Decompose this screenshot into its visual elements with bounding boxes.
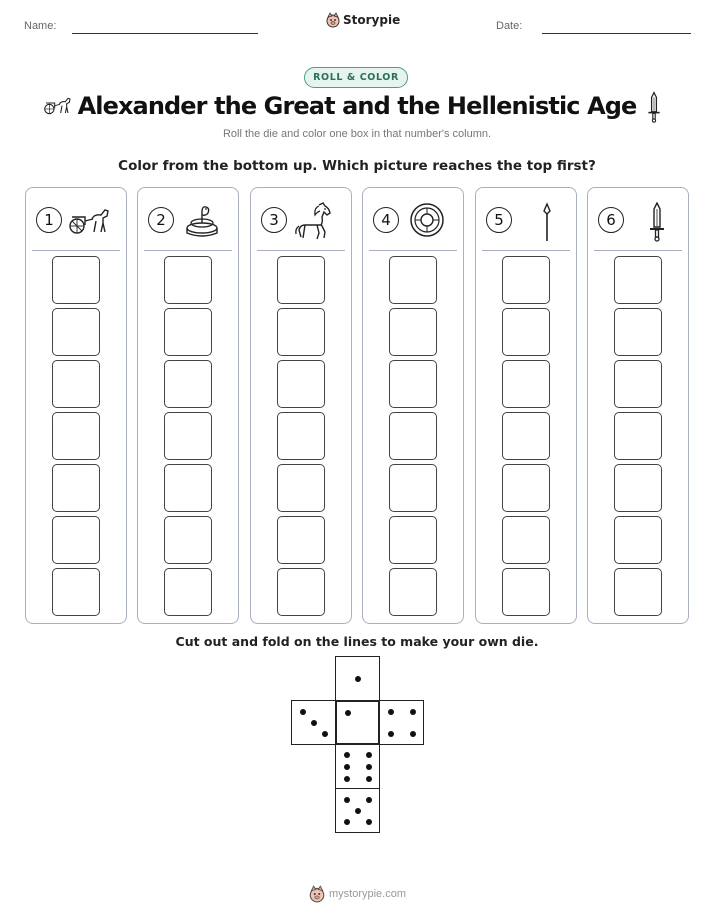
- column-1: [25, 187, 127, 624]
- date-label: Date:: [496, 20, 523, 32]
- die-face-one: [335, 656, 380, 701]
- column-number: 5: [486, 207, 512, 233]
- color-box[interactable]: [164, 464, 212, 512]
- color-box[interactable]: [164, 308, 212, 356]
- sword-icon: [630, 202, 674, 238]
- die-pip: [388, 709, 394, 715]
- storypie-pig-logo-icon: [326, 12, 340, 28]
- die-pip: [410, 731, 416, 737]
- color-box[interactable]: [614, 464, 662, 512]
- color-box[interactable]: [164, 568, 212, 616]
- color-box[interactable]: [52, 516, 100, 564]
- footer-url[interactable]: mystorypie.com: [329, 888, 407, 900]
- color-box[interactable]: [277, 360, 325, 408]
- color-box[interactable]: [52, 360, 100, 408]
- color-box[interactable]: [277, 256, 325, 304]
- color-box[interactable]: [164, 256, 212, 304]
- color-box[interactable]: [502, 464, 550, 512]
- column-4: [362, 187, 464, 624]
- die-pip: [366, 752, 372, 758]
- color-box[interactable]: [502, 256, 550, 304]
- page-title: Alexander the Great and the Hellenistic Age: [77, 92, 637, 120]
- die-pip: [366, 819, 372, 825]
- die-pip: [388, 731, 394, 737]
- color-box[interactable]: [52, 412, 100, 460]
- storypie-pig-logo-icon: [309, 885, 325, 903]
- column-number: 4: [373, 207, 399, 233]
- name-line[interactable]: [72, 33, 258, 34]
- roll-and-color-badge: ROLL & COLOR: [304, 67, 408, 88]
- column-divider: [369, 250, 457, 251]
- die-face-three: [291, 700, 336, 745]
- date-line[interactable]: [542, 33, 691, 34]
- color-box[interactable]: [614, 516, 662, 564]
- color-box[interactable]: [164, 360, 212, 408]
- die-pip: [355, 676, 361, 682]
- color-box[interactable]: [502, 308, 550, 356]
- color-box[interactable]: [389, 464, 437, 512]
- column-6: [587, 187, 689, 624]
- die-pip: [366, 776, 372, 782]
- snake-basket-icon: [180, 202, 224, 238]
- die-pip: [344, 797, 350, 803]
- color-box[interactable]: [614, 308, 662, 356]
- die-pip: [344, 752, 350, 758]
- color-box[interactable]: [277, 464, 325, 512]
- color-box[interactable]: [389, 568, 437, 616]
- column-divider: [257, 250, 345, 251]
- die-face-six: [335, 744, 380, 789]
- color-box[interactable]: [277, 412, 325, 460]
- column-2: [137, 187, 239, 624]
- footer: [309, 885, 406, 903]
- color-box[interactable]: [277, 308, 325, 356]
- color-box[interactable]: [502, 412, 550, 460]
- column-number: 2: [148, 207, 174, 233]
- brand-logo: [326, 12, 400, 28]
- column-3: [250, 187, 352, 624]
- color-box[interactable]: [52, 568, 100, 616]
- die-pip: [300, 709, 306, 715]
- column-5: [475, 187, 577, 624]
- spear-icon: [518, 202, 562, 238]
- die-face-five: [335, 788, 380, 833]
- sword-icon: [646, 91, 662, 127]
- column-number: 6: [598, 207, 624, 233]
- chariot-icon: [68, 202, 112, 238]
- die-pip: [311, 720, 317, 726]
- color-box[interactable]: [614, 256, 662, 304]
- die-pip: [410, 709, 416, 715]
- die-face-one-center: [335, 700, 380, 745]
- brand-name: Storypie: [343, 13, 401, 27]
- die-face-four: [379, 700, 424, 745]
- color-box[interactable]: [164, 516, 212, 564]
- column-divider: [594, 250, 682, 251]
- color-box[interactable]: [389, 308, 437, 356]
- die-pip: [344, 819, 350, 825]
- die-pip: [344, 776, 350, 782]
- color-box[interactable]: [502, 360, 550, 408]
- color-box[interactable]: [277, 516, 325, 564]
- instruction: Color from the bottom up. Which picture reaches the top first?: [118, 158, 596, 174]
- color-box[interactable]: [502, 516, 550, 564]
- subtitle: Roll the die and color one box in that number's column.: [222, 128, 492, 140]
- die-pip: [322, 731, 328, 737]
- color-box[interactable]: [164, 412, 212, 460]
- color-box[interactable]: [52, 256, 100, 304]
- name-label: Name:: [24, 20, 57, 32]
- color-box[interactable]: [614, 412, 662, 460]
- column-number: 3: [261, 207, 287, 233]
- column-number: 1: [36, 207, 62, 233]
- color-box[interactable]: [614, 360, 662, 408]
- column-divider: [32, 250, 120, 251]
- die-pip: [345, 710, 351, 716]
- color-box[interactable]: [52, 464, 100, 512]
- color-box[interactable]: [52, 308, 100, 356]
- die-pip: [366, 797, 372, 803]
- die-pip: [344, 764, 350, 770]
- color-box[interactable]: [389, 256, 437, 304]
- color-box[interactable]: [614, 568, 662, 616]
- horse-icon: [293, 202, 337, 238]
- column-divider: [144, 250, 232, 251]
- color-box[interactable]: [389, 516, 437, 564]
- color-box[interactable]: [389, 360, 437, 408]
- shield-icon: [405, 202, 449, 238]
- die-pip: [355, 808, 361, 814]
- column-divider: [482, 250, 570, 251]
- color-box[interactable]: [502, 568, 550, 616]
- die-pip: [366, 764, 372, 770]
- color-box[interactable]: [277, 568, 325, 616]
- color-box[interactable]: [389, 412, 437, 460]
- cut-instruction: Cut out and fold on the lines to make your own die.: [175, 634, 539, 649]
